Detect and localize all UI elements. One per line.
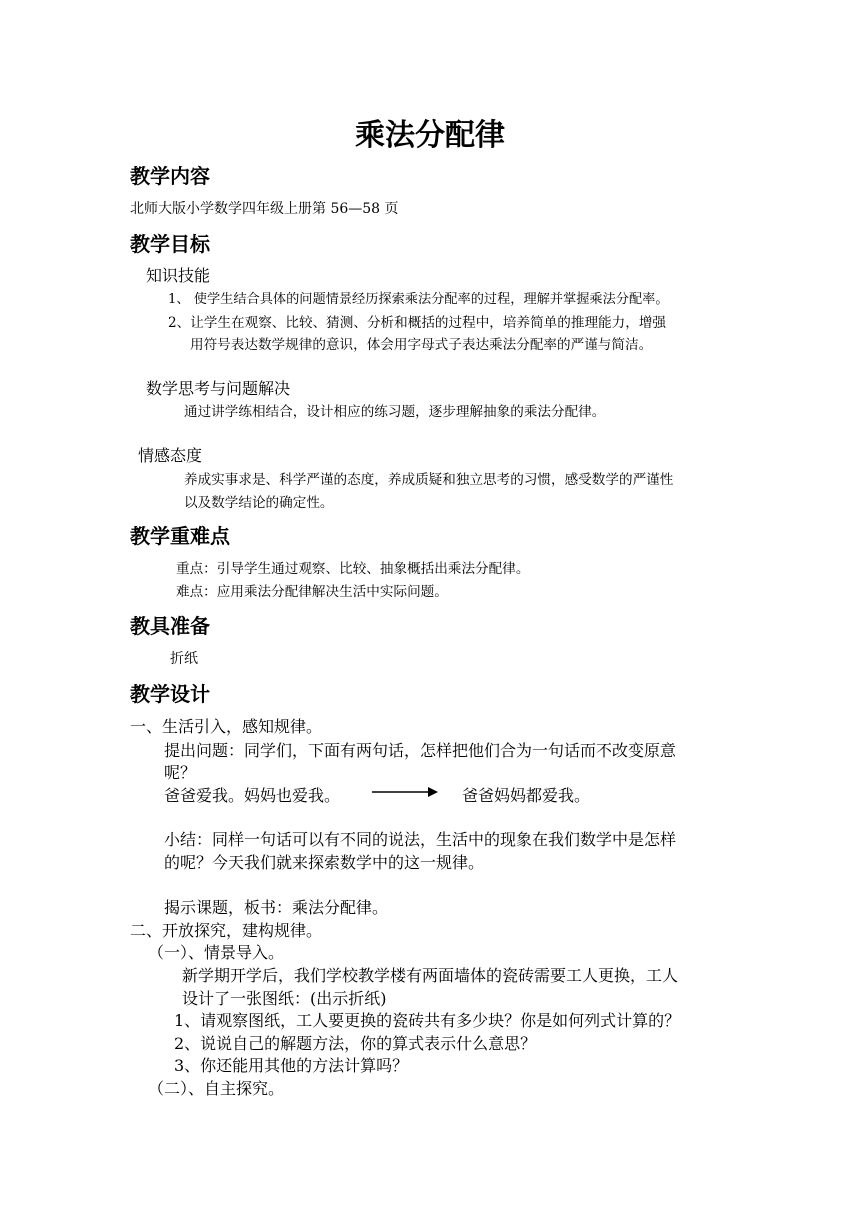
- summary-line1: 小结：同样一句话可以有不同的说法，生活中的现象在我们数学中是怎样: [164, 830, 677, 849]
- knowledge-item-1: 1、 使学生结合具体的问题情景经历探索乘法分配率的过程，理解并掌握乘法分配率。: [168, 292, 669, 307]
- subheading-thinking: 数学思考与问题解决: [146, 379, 291, 398]
- arrow-right-icon: [372, 784, 438, 800]
- section-heading-key-points: 教学重难点: [130, 524, 230, 548]
- design-part-1: 一、生活引入，感知规律。: [130, 717, 323, 736]
- sentence-right: 爸爸妈妈都爱我。: [462, 786, 591, 805]
- knowledge-item-2-line2: 用符号表达数学规律的意识，体会用字母式子表达乘法分配率的严谨与简洁。: [190, 337, 653, 353]
- design-sub-1: （一）、情景导入。: [148, 943, 285, 962]
- reveal-topic: 揭示课题，板书：乘法分配律。: [164, 898, 389, 917]
- ask-3: 3、你还能用其他的方法计算吗？: [174, 1056, 409, 1075]
- scene-line2: 设计了一张图纸：(出示折纸): [182, 989, 387, 1008]
- difficult-point-text: 难点：应用乘法分配律解决生活中实际问题。: [176, 584, 448, 600]
- summary-line2: 的呢？今天我们就来探索数学中的这一规律。: [164, 853, 485, 872]
- attitude-line1: 养成实事求是、科学严谨的态度，养成质疑和独立思考的习惯，感受数学的严谨性: [184, 472, 674, 488]
- sentence-left: 爸爸爱我。妈妈也爱我。: [164, 786, 341, 805]
- section-heading-goals: 教学目标: [130, 232, 210, 256]
- content-text: 北师大版小学数学四年级上册第 56—58 页: [130, 201, 399, 217]
- tools-text: 折纸: [170, 651, 198, 667]
- design-part-2: 二、开放探究，建构规律。: [130, 921, 323, 940]
- design-sub-2: （二）、自主探究。: [148, 1079, 285, 1098]
- subheading-attitude: 情感态度: [138, 446, 203, 465]
- page-title: 乘法分配律: [355, 118, 505, 153]
- ask-1: 1、请观察图纸，工人要更换的瓷砖共有多少块？你是如何列式计算的？: [174, 1011, 681, 1030]
- attitude-line2: 以及数学结论的确定性。: [184, 495, 334, 511]
- knowledge-item-2-line1: 2、让学生在观察、比较、猜测、分析和概括的过程中，培养简单的推理能力，增强: [168, 315, 667, 331]
- design-question-line1: 提出问题：同学们，下面有两句话，怎样把他们合为一句话而不改变原意: [164, 741, 677, 760]
- subheading-knowledge: 知识技能: [146, 266, 211, 285]
- thinking-text: 通过讲学练相结合，设计相应的练习题，逐步理解抽象的乘法分配律。: [184, 404, 606, 420]
- section-heading-design: 教学设计: [130, 682, 210, 706]
- design-question-line2: 呢？: [164, 763, 197, 782]
- section-heading-content: 教学内容: [130, 164, 210, 188]
- key-point-text: 重点：引导学生通过观察、比较、抽象概括出乘法分配律。: [176, 561, 530, 577]
- scene-line1: 新学期开学后，我们学校教学楼有两面墙体的瓷砖需要工人更换，工人: [182, 966, 679, 985]
- ask-2: 2、说说自己的解题方法，你的算式表示什么意思？: [174, 1034, 537, 1053]
- section-heading-tools: 教具准备: [130, 614, 210, 638]
